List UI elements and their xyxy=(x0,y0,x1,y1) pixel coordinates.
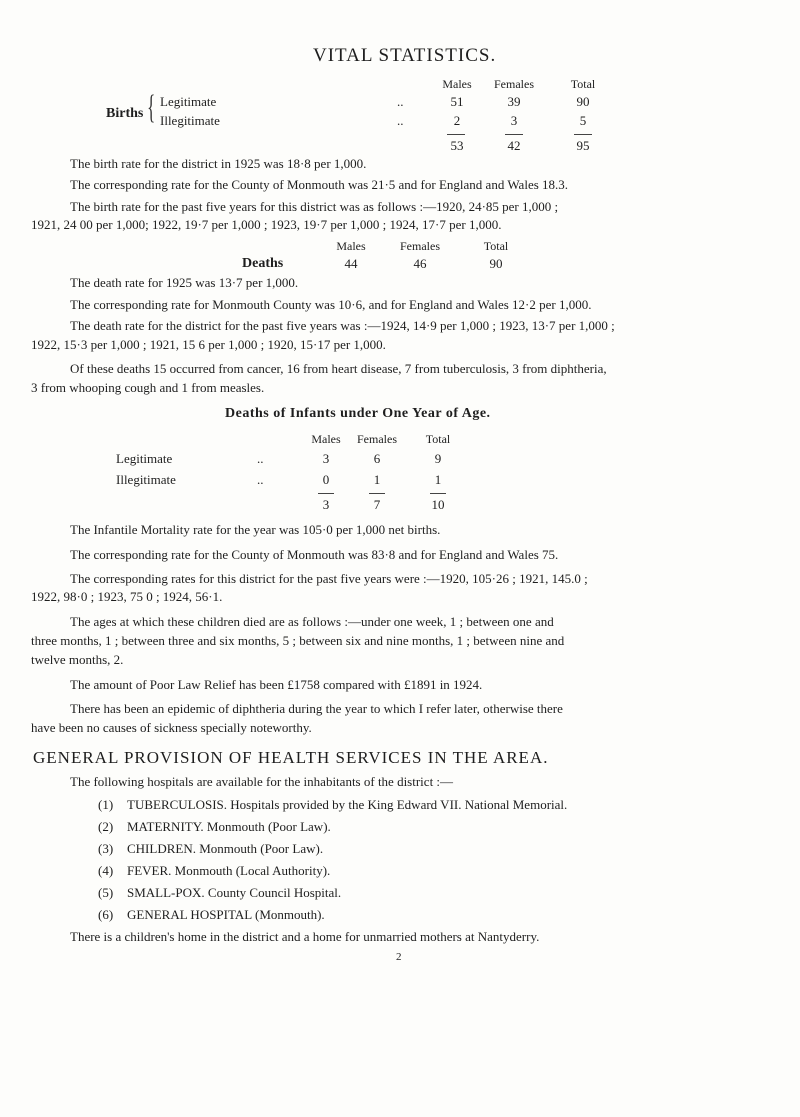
births-legitimate-males: 51 xyxy=(450,94,464,109)
hospital-item-5-text: SMALL-POX. County Council Hospital. xyxy=(127,885,342,900)
death-para-2: The corresponding rate for Monmouth County was 10·6, and for England and Wales 12·2 per 1,000. xyxy=(70,297,592,312)
infant-header-males: Males xyxy=(311,432,341,446)
births-legitimate-total: 90 xyxy=(576,94,590,109)
death-para-6: 3 from whooping cough and 1 from measles. xyxy=(31,380,265,395)
hospital-item-3-text: CHILDREN. Monmouth (Poor Law). xyxy=(127,841,324,856)
hospital-item-1-number: (1) xyxy=(98,797,114,812)
infant-total-males: 3 xyxy=(322,497,330,512)
hospital-item-6-number: (6) xyxy=(98,907,114,922)
births-total-males: 53 xyxy=(450,138,464,153)
death-para-3: The death rate for the district for the past five years was :—1924, 14·9 per 1,000 ; 1923, 13·7 per 1,000 ; xyxy=(70,318,615,333)
deaths-header-males: Males xyxy=(336,239,366,253)
infant-illegitimate-total: 1 xyxy=(434,472,442,487)
births-row-legitimate-dots: .. xyxy=(397,94,404,109)
infant-row-illegitimate-dots: .. xyxy=(257,472,264,487)
infant-deaths-heading: Deaths of Infants under One Year of Age. xyxy=(225,406,491,421)
deaths-header-total: Total xyxy=(483,239,509,253)
infant-para-1: The Infantile Mortality rate for the year was 105·0 per 1,000 net births. xyxy=(70,522,441,537)
infant-para-10: have been no causes of sickness specially noteworthy. xyxy=(31,720,312,735)
infant-row-legitimate-dots: .. xyxy=(257,451,264,466)
infant-row-illegitimate-label: Illegitimate xyxy=(116,472,176,487)
births-sum-rule-total xyxy=(574,134,592,135)
infant-sum-rule-females xyxy=(369,493,385,494)
hospital-item-4-number: (4) xyxy=(98,863,114,878)
infant-header-total: Total xyxy=(425,432,451,446)
infant-header-females: Females xyxy=(357,432,397,446)
infant-legitimate-males: 3 xyxy=(322,451,330,466)
infant-para-8: The amount of Poor Law Relief has been £1758 compared with £1891 in 1924. xyxy=(70,677,483,692)
general-intro: The following hospitals are available for the inhabitants of the district :— xyxy=(70,774,454,789)
infant-total-females: 7 xyxy=(373,497,381,512)
births-brace: { xyxy=(147,89,156,126)
births-header-females: Females xyxy=(494,77,534,91)
infant-total-total: 10 xyxy=(431,497,445,512)
deaths-females: 46 xyxy=(413,256,427,271)
deaths-label: Deaths xyxy=(242,256,284,271)
infant-legitimate-total: 9 xyxy=(434,451,442,466)
infant-sum-rule-total xyxy=(430,493,446,494)
births-row-illegitimate-dots: .. xyxy=(397,113,404,128)
births-total-females: 42 xyxy=(507,138,521,153)
deaths-header-females: Females xyxy=(400,239,440,253)
infant-illegitimate-females: 1 xyxy=(373,472,381,487)
infant-para-5: The ages at which these children died are as follows :—under one week, 1 ; between one and xyxy=(70,614,554,629)
page-number: 2 xyxy=(396,951,402,963)
birth-para-3: The birth rate for the past five years for this district was as follows :—1920, 24·85 per 1,000 ; xyxy=(70,199,559,214)
births-illegitimate-males: 2 xyxy=(453,113,461,128)
general-heading: GENERAL PROVISION OF HEALTH SERVICES IN THE AREA. xyxy=(33,748,549,767)
hospital-item-6-text: GENERAL HOSPITAL (Monmouth). xyxy=(127,907,325,922)
births-header-total: Total xyxy=(570,77,596,91)
births-header-males: Males xyxy=(442,77,472,91)
birth-para-4: 1921, 24 00 per 1,000; 1922, 19·7 per 1,000 ; 1923, 19·7 per 1,000 ; 1924, 17·7 per 1,000. xyxy=(31,217,502,232)
death-para-5: Of these deaths 15 occurred from cancer, 16 from heart disease, 7 from tuberculosis, 3 from diphtheria, xyxy=(70,361,607,376)
infant-para-9: There has been an epidemic of diphtheria during the year to which I refer later, otherwise there xyxy=(70,701,563,716)
births-sum-rule-males xyxy=(447,134,465,135)
hospital-item-3-number: (3) xyxy=(98,841,114,856)
births-legitimate-females: 39 xyxy=(507,94,521,109)
death-para-4: 1922, 15·3 per 1,000 ; 1921, 15 6 per 1,000 ; 1920, 15·17 per 1,000. xyxy=(31,337,386,352)
infant-para-7: twelve months, 2. xyxy=(31,652,124,667)
hospital-item-2-number: (2) xyxy=(98,819,114,834)
hospital-item-4-text: FEVER. Monmouth (Local Authority). xyxy=(127,863,331,878)
general-closing: There is a children's home in the district and a home for unmarried mothers at Nantyderry. xyxy=(70,929,540,944)
birth-para-2: The corresponding rate for the County of Monmouth was 21·5 and for England and Wales 18.3. xyxy=(70,177,569,192)
page-title: VITAL STATISTICS. xyxy=(313,45,497,66)
infant-illegitimate-males: 0 xyxy=(322,472,330,487)
infant-legitimate-females: 6 xyxy=(373,451,381,466)
births-sum-rule-females xyxy=(505,134,523,135)
hospital-item-5-number: (5) xyxy=(98,885,114,900)
birth-para-1: The birth rate for the district in 1925 was 18·8 per 1,000. xyxy=(70,156,367,171)
death-para-1: The death rate for 1925 was 13·7 per 1,000. xyxy=(70,275,299,290)
infant-para-3: The corresponding rates for this district for the past five years were :—1920, 105·26 ; 1921, 145.0 ; xyxy=(70,571,588,586)
infant-para-2: The corresponding rate for the County of Monmouth was 83·8 and for England and Wales 75. xyxy=(70,547,559,562)
hospital-item-1-text: TUBERCULOSIS. Hospitals provided by the King Edward VII. National Memorial. xyxy=(127,797,568,812)
births-total-total: 95 xyxy=(576,138,590,153)
infant-para-4: 1922, 98·0 ; 1923, 75 0 ; 1924, 56·1. xyxy=(31,589,223,604)
births-illegitimate-total: 5 xyxy=(579,113,587,128)
births-label: Births xyxy=(106,106,144,121)
births-row-legitimate-label: Legitimate xyxy=(160,94,217,109)
infant-para-6: three months, 1 ; between three and six months, 5 ; between six and nine months, 1 ; between nine and xyxy=(31,633,565,648)
infant-sum-rule-males xyxy=(318,493,334,494)
births-illegitimate-females: 3 xyxy=(510,113,518,128)
deaths-males: 44 xyxy=(344,256,358,271)
hospital-item-2-text: MATERNITY. Monmouth (Poor Law). xyxy=(127,819,331,834)
deaths-total: 90 xyxy=(489,256,503,271)
births-row-illegitimate-label: Illegitimate xyxy=(160,113,220,128)
infant-row-legitimate-label: Legitimate xyxy=(116,451,173,466)
